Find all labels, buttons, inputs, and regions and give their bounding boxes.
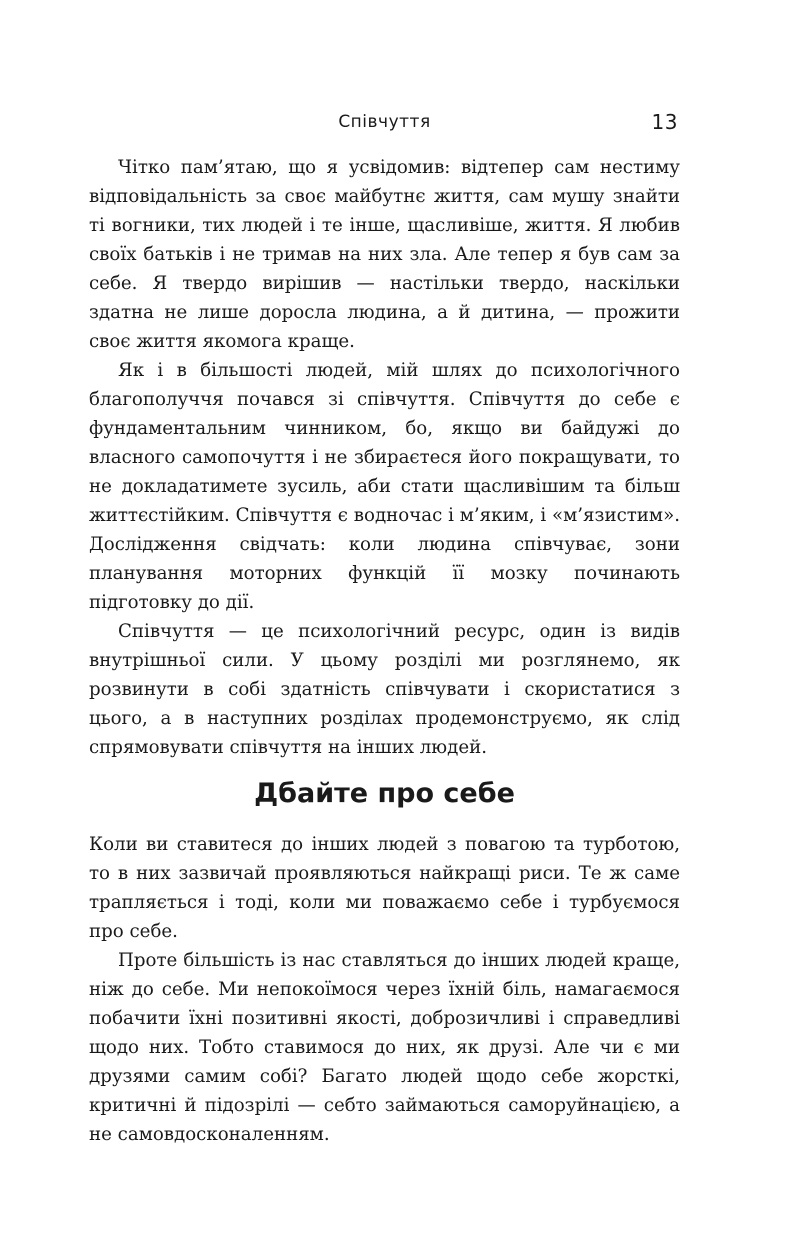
paragraph: Співчуття — це психологічний ресурс, один із видів внутрішньої сили. У цьому розділі ми розглянемо, як розвинути в собі здатність співчувати і скористатися з цього, а в наступних розділах продемонструємо, як слід спрямовувати співчуття на інших людей. — [89, 621, 680, 758]
body-text-intro — [89, 153, 680, 762]
body-text-section — [89, 830, 680, 1149]
running-header — [89, 110, 680, 136]
paragraph: Чітко пам’ятаю, що я усвідомив: відтепер сам нестиму відповідальність за своє майбутнє життя, сам мушу знайти ті вогники, тих людей і те інше, щасливіше, життя. Я любив своїх батьків і не тримав на них зла. Але тепер я був сам за себе. Я твердо вирішив — настільки твердо, наскільки здатна не лише доросла людина, а й дитина, — прожити своє життя якомога краще. — [89, 157, 680, 352]
paragraph: Проте більшість із нас ставляться до інших людей краще, ніж до себе. Ми непокоїмося через їхній біль, намагаємося побачити їхні позитивні якості, доброзичливі і справедливі щодо них. Тобто ставимося до них, як друзі. Але чи є ми друзями самим собі? Багато людей щодо себе жорсткі, критичні й підозрілі — себто займаються саморуйнацією, а не самовдосконаленням. — [89, 950, 680, 1145]
paragraph: Коли ви ставитеся до інших людей з повагою та турботою, то в них зазвичай проявляються найкращі риси. Те ж саме трапляється і тоді, коли ми поважаємо себе і турбуємося про себе. — [89, 834, 680, 942]
section-heading: Дбайте про себе — [254, 778, 515, 809]
running-title: Співчуття — [338, 112, 431, 132]
page-number: 13 — [651, 110, 678, 134]
paragraph: Як і в більшості людей, мій шлях до психологічного благополуччя почався зі співчуття. Співчуття до себе є фундаментальним чинником, бо, якщо ви байдужі до власного самопочуття і не збираєтеся його покращувати, то не докладатимете зусиль, аби стати щасливішим та більш життєстійким. Співчуття є водночас і м’яким, і «м’язистим». Дослідження свідчать: коли людина співчуває, зони планування моторних функцій її мозку починають підготовку до дії. — [89, 360, 680, 613]
